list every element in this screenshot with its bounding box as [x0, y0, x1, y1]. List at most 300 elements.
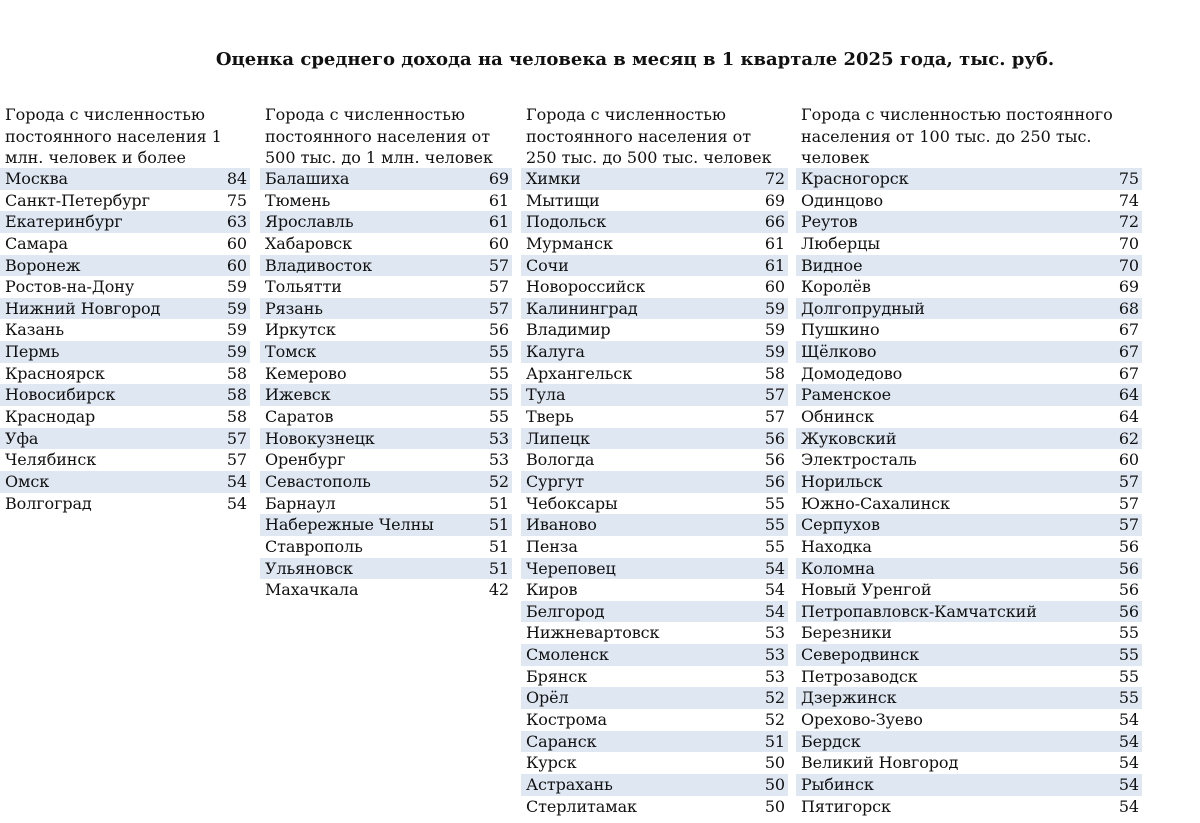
income-value: 54	[1118, 796, 1139, 816]
city-name: Оренбург	[265, 450, 346, 470]
city-name: Долгопрудный	[801, 298, 925, 318]
city-name: Хабаровск	[265, 233, 353, 253]
city-list	[260, 168, 512, 601]
income-value: 57	[1118, 471, 1139, 491]
city-name: Новороссийск	[526, 277, 646, 297]
table-row	[521, 514, 788, 536]
city-name: Стерлитамак	[526, 796, 637, 816]
table-row	[796, 211, 1142, 233]
income-value: 58	[764, 363, 785, 383]
income-value: 59	[226, 320, 247, 340]
city-name: Омск	[5, 471, 50, 491]
income-value: 59	[226, 342, 247, 362]
city-list	[521, 168, 788, 817]
city-name: Екатеринбург	[5, 212, 123, 232]
table-row	[260, 536, 512, 558]
table-row	[0, 428, 250, 450]
city-name: Тверь	[526, 407, 574, 427]
table-row	[796, 666, 1142, 688]
city-name: Тольятти	[265, 277, 342, 297]
table-row	[521, 493, 788, 515]
city-name: Ижевск	[265, 385, 331, 405]
table-row	[521, 622, 788, 644]
table-row	[521, 471, 788, 493]
income-value: 58	[226, 385, 247, 405]
city-name: Щёлково	[801, 342, 877, 362]
income-value: 50	[764, 753, 785, 773]
table-row	[0, 471, 250, 493]
city-name: Набережные Челны	[265, 515, 434, 535]
table-row	[0, 406, 250, 428]
income-value: 59	[226, 277, 247, 297]
table-row	[0, 493, 250, 515]
city-name: Владимир	[526, 320, 611, 340]
table-row	[521, 341, 788, 363]
table-row	[796, 709, 1142, 731]
table-row	[260, 471, 512, 493]
table-row	[260, 341, 512, 363]
city-list	[796, 168, 1142, 817]
income-value: 55	[488, 385, 509, 405]
income-value: 70	[1118, 233, 1139, 253]
city-name: Вологда	[526, 450, 595, 470]
income-value: 57	[226, 450, 247, 470]
city-name: Севастополь	[265, 471, 371, 491]
city-name: Сургут	[526, 471, 584, 491]
income-value: 67	[1118, 363, 1139, 383]
city-name: Ярославль	[265, 212, 354, 232]
table-row	[521, 384, 788, 406]
table-row	[796, 752, 1142, 774]
table-row	[796, 190, 1142, 212]
column-header: Города с численностью постоянного населения от 250 тыс. до 500 тыс. человек	[526, 105, 772, 167]
column-header: Города с численностью постоянного населения 1 млн. человек и более	[5, 105, 222, 167]
income-value: 56	[1118, 580, 1139, 600]
city-name: Новокузнецк	[265, 428, 375, 448]
income-value: 55	[488, 342, 509, 362]
table-row	[796, 255, 1142, 277]
city-name: Ростов-на-Дону	[5, 277, 135, 297]
city-name: Саратов	[265, 407, 334, 427]
income-value: 54	[764, 601, 785, 621]
city-name: Кострома	[526, 710, 607, 730]
table-row	[260, 276, 512, 298]
table-row	[796, 384, 1142, 406]
table-row	[260, 558, 512, 580]
table-row	[521, 406, 788, 428]
table-row	[796, 341, 1142, 363]
city-name: Москва	[5, 169, 68, 188]
income-value: 53	[488, 428, 509, 448]
city-name: Ульяновск	[265, 558, 353, 578]
table-row	[521, 601, 788, 623]
table-row	[796, 731, 1142, 753]
table-row	[796, 168, 1142, 190]
city-name: Самара	[5, 233, 68, 253]
table-row	[260, 514, 512, 536]
table-row	[0, 341, 250, 363]
income-value: 61	[764, 255, 785, 275]
income-value: 50	[764, 774, 785, 794]
table-row	[0, 319, 250, 341]
income-value: 59	[226, 298, 247, 318]
city-name: Саранск	[526, 731, 597, 751]
city-name: Киров	[526, 580, 578, 600]
table-row	[521, 666, 788, 688]
table-row	[796, 363, 1142, 385]
column-250k-500k	[521, 104, 788, 817]
table-row	[521, 428, 788, 450]
income-value: 51	[488, 558, 509, 578]
income-value: 42	[488, 580, 509, 600]
income-value: 50	[764, 796, 785, 816]
income-value: 59	[764, 342, 785, 362]
table-row	[521, 363, 788, 385]
table-row	[796, 298, 1142, 320]
income-value: 56	[764, 428, 785, 448]
city-name: Королёв	[801, 277, 871, 297]
income-value: 55	[1118, 623, 1139, 643]
income-value: 68	[1118, 298, 1139, 318]
city-name: Северодвинск	[801, 645, 920, 665]
city-name: Пятигорск	[801, 796, 891, 816]
city-name: Мытищи	[526, 190, 600, 210]
income-value: 64	[1118, 407, 1139, 427]
table-row	[0, 233, 250, 255]
city-name: Рыбинск	[801, 774, 874, 794]
table-row	[260, 406, 512, 428]
city-name: Белгород	[526, 601, 605, 621]
table-row	[796, 406, 1142, 428]
table-row	[260, 319, 512, 341]
income-value: 57	[226, 428, 247, 448]
table-row	[0, 384, 250, 406]
income-value: 70	[1118, 255, 1139, 275]
city-name: Электросталь	[801, 450, 917, 470]
column-100k-250k	[796, 104, 1142, 817]
income-value: 54	[1118, 753, 1139, 773]
table-row	[796, 233, 1142, 255]
city-name: Новый Уренгой	[801, 580, 932, 600]
income-value: 55	[488, 363, 509, 383]
income-value: 60	[226, 255, 247, 275]
city-name: Химки	[526, 169, 581, 188]
table-row	[260, 298, 512, 320]
table-row	[796, 514, 1142, 536]
table-row	[521, 579, 788, 601]
city-name: Норильск	[801, 471, 883, 491]
table-row	[521, 319, 788, 341]
income-value: 56	[1118, 558, 1139, 578]
table-row	[521, 276, 788, 298]
table-row	[521, 709, 788, 731]
income-value: 57	[764, 385, 785, 405]
income-value: 52	[764, 710, 785, 730]
city-name: Барнаул	[265, 493, 336, 513]
city-name: Раменское	[801, 385, 892, 405]
city-name: Орехово-Зуево	[801, 710, 923, 730]
income-value: 52	[488, 471, 509, 491]
income-value: 55	[1118, 645, 1139, 665]
income-value: 60	[1118, 450, 1139, 470]
income-value: 60	[764, 277, 785, 297]
city-name: Астрахань	[526, 774, 613, 794]
table-row	[796, 276, 1142, 298]
city-name: Тула	[526, 385, 566, 405]
table-row	[521, 731, 788, 753]
city-name: Находка	[801, 536, 872, 556]
income-value: 84	[226, 169, 247, 188]
city-name: Пушкино	[801, 320, 880, 340]
table-row	[521, 687, 788, 709]
city-name: Брянск	[526, 666, 588, 686]
income-value: 53	[764, 666, 785, 686]
income-value: 72	[764, 169, 785, 188]
table-row	[260, 190, 512, 212]
city-name: Махачкала	[265, 580, 359, 600]
city-name: Казань	[5, 320, 64, 340]
city-name: Одинцово	[801, 190, 884, 210]
city-name: Великий Новгород	[801, 753, 959, 773]
table-row	[260, 579, 512, 601]
table-row	[521, 449, 788, 471]
city-name: Калуга	[526, 342, 585, 362]
city-name: Архангельск	[526, 363, 633, 383]
city-name: Южно-Сахалинск	[801, 493, 950, 513]
city-name: Иваново	[526, 515, 597, 535]
table-row	[796, 796, 1142, 818]
city-name: Иркутск	[265, 320, 336, 340]
income-value: 61	[488, 190, 509, 210]
income-value: 56	[764, 471, 785, 491]
income-value: 51	[488, 536, 509, 556]
city-name: Краснодар	[5, 407, 96, 427]
city-name: Липецк	[526, 428, 590, 448]
income-value: 62	[1118, 428, 1139, 448]
income-value: 51	[764, 731, 785, 751]
city-name: Петрозаводск	[801, 666, 918, 686]
income-value: 64	[1118, 385, 1139, 405]
income-value: 60	[488, 233, 509, 253]
income-value: 72	[1118, 212, 1139, 232]
table-row	[796, 449, 1142, 471]
city-name: Челябинск	[5, 450, 97, 470]
income-value: 54	[764, 580, 785, 600]
income-value: 69	[1118, 277, 1139, 297]
city-name: Балашиха	[265, 169, 350, 188]
income-value: 55	[1118, 688, 1139, 708]
income-value: 55	[1118, 666, 1139, 686]
city-name: Воронеж	[5, 255, 81, 275]
table-row	[260, 449, 512, 471]
city-name: Рязань	[265, 298, 323, 318]
table-row	[796, 687, 1142, 709]
income-value: 53	[764, 645, 785, 665]
income-value: 75	[226, 190, 247, 210]
income-value: 57	[488, 298, 509, 318]
city-name: Березники	[801, 623, 892, 643]
city-name: Нижневартовск	[526, 623, 660, 643]
income-value: 52	[764, 688, 785, 708]
income-value: 59	[764, 320, 785, 340]
income-value: 51	[488, 515, 509, 535]
city-name: Серпухов	[801, 515, 880, 535]
income-value: 57	[488, 277, 509, 297]
table-row	[521, 255, 788, 277]
income-value: 54	[1118, 774, 1139, 794]
city-name: Смоленск	[526, 645, 609, 665]
city-name: Сочи	[526, 255, 569, 275]
table-row	[0, 255, 250, 277]
income-value: 51	[488, 493, 509, 513]
city-name: Петропавловск-Камчатский	[801, 601, 1037, 621]
income-value: 57	[1118, 493, 1139, 513]
table-row	[521, 211, 788, 233]
city-name: Жуковский	[801, 428, 897, 448]
income-value: 55	[488, 407, 509, 427]
city-name: Владивосток	[265, 255, 372, 275]
city-name: Орёл	[526, 688, 569, 708]
city-name: Бердск	[801, 731, 861, 751]
income-value: 57	[488, 255, 509, 275]
city-name: Подольск	[526, 212, 607, 232]
income-value: 54	[1118, 710, 1139, 730]
column-header: Города с численностью постоянного населения от 100 тыс. до 250 тыс. человек	[801, 105, 1113, 167]
table-row	[260, 168, 512, 190]
city-name: Томск	[265, 342, 317, 362]
table-row	[796, 774, 1142, 796]
income-value: 61	[488, 212, 509, 232]
table-row	[0, 211, 250, 233]
city-name: Люберцы	[801, 233, 880, 253]
city-name: Санкт-Петербург	[5, 190, 150, 210]
income-value: 55	[764, 515, 785, 535]
city-name: Домодедово	[801, 363, 903, 383]
income-value: 66	[764, 212, 785, 232]
column-1m-plus	[0, 104, 250, 514]
city-name: Калининград	[526, 298, 638, 318]
income-value: 54	[226, 493, 247, 513]
table-row	[521, 558, 788, 580]
city-name: Красногорск	[801, 169, 909, 188]
income-value: 56	[764, 450, 785, 470]
table-row	[796, 536, 1142, 558]
income-value: 56	[1118, 601, 1139, 621]
income-value: 58	[226, 407, 247, 427]
income-value: 60	[226, 233, 247, 253]
table-row	[521, 752, 788, 774]
table-row	[0, 168, 250, 190]
table-row	[0, 276, 250, 298]
table-row	[260, 384, 512, 406]
income-value: 58	[226, 363, 247, 383]
table-row	[521, 796, 788, 818]
table-row	[0, 449, 250, 471]
city-name: Коломна	[801, 558, 875, 578]
city-name: Пенза	[526, 536, 578, 556]
income-value: 59	[764, 298, 785, 318]
income-value: 54	[226, 471, 247, 491]
table-row	[796, 428, 1142, 450]
city-name: Красноярск	[5, 363, 105, 383]
income-value: 56	[1118, 536, 1139, 556]
table-row	[521, 298, 788, 320]
income-value: 69	[764, 190, 785, 210]
city-name: Волгоград	[5, 493, 92, 513]
column-500k-1m	[260, 104, 512, 601]
income-value: 57	[1118, 515, 1139, 535]
table-row	[260, 233, 512, 255]
income-value: 55	[764, 536, 785, 556]
city-name: Череповец	[526, 558, 616, 578]
income-value: 57	[764, 407, 785, 427]
income-value: 69	[488, 169, 509, 188]
table-row	[521, 774, 788, 796]
income-value: 54	[1118, 731, 1139, 751]
income-value: 67	[1118, 342, 1139, 362]
table-row	[521, 644, 788, 666]
table-row	[521, 536, 788, 558]
table-row	[260, 428, 512, 450]
income-value: 56	[488, 320, 509, 340]
city-name: Нижний Новгород	[5, 298, 161, 318]
table-row	[796, 644, 1142, 666]
table-row	[0, 298, 250, 320]
income-value: 63	[226, 212, 247, 232]
table-row	[796, 622, 1142, 644]
table-row	[0, 190, 250, 212]
income-value: 67	[1118, 320, 1139, 340]
city-name: Дзержинск	[801, 688, 897, 708]
city-name: Чебоксары	[526, 493, 618, 513]
city-name: Новосибирск	[5, 385, 116, 405]
table-row	[521, 190, 788, 212]
table-row	[521, 233, 788, 255]
table-row	[260, 255, 512, 277]
city-name: Кемерово	[265, 363, 347, 383]
table-row	[260, 363, 512, 385]
city-name: Уфа	[5, 428, 39, 448]
income-value: 53	[488, 450, 509, 470]
page-title: Оценка среднего дохода на человека в месяц в 1 квартале 2025 года, тыс. руб.	[215, 49, 1055, 70]
income-value: 61	[764, 233, 785, 253]
table-row	[0, 363, 250, 385]
city-name: Тюмень	[265, 190, 331, 210]
city-list	[0, 168, 250, 514]
table-row	[796, 319, 1142, 341]
income-value: 55	[764, 493, 785, 513]
city-name: Пермь	[5, 342, 60, 362]
table-row	[796, 471, 1142, 493]
city-name: Видное	[801, 255, 863, 275]
city-name: Курск	[526, 753, 577, 773]
city-name: Мурманск	[526, 233, 613, 253]
income-value: 54	[764, 558, 785, 578]
city-name: Обнинск	[801, 407, 875, 427]
income-value: 53	[764, 623, 785, 643]
income-value: 75	[1118, 169, 1139, 188]
table-row	[796, 579, 1142, 601]
table-row	[260, 493, 512, 515]
income-value: 74	[1118, 190, 1139, 210]
table-row	[796, 493, 1142, 515]
city-name: Реутов	[801, 212, 858, 232]
column-header: Города с численностью постоянного населения от 500 тыс. до 1 млн. человек	[265, 105, 493, 167]
city-name: Ставрополь	[265, 536, 363, 556]
table-row	[796, 558, 1142, 580]
table-row	[796, 601, 1142, 623]
table-row	[521, 168, 788, 190]
